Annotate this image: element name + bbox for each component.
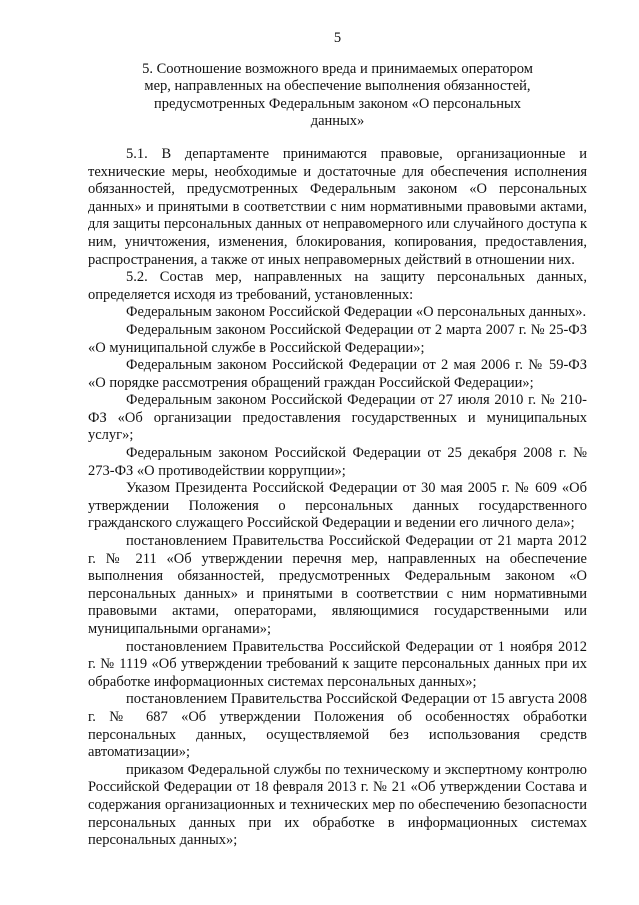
list-item: приказом Федеральной службы по техническому и экспертному контролю Российской Федерации от 18 февраля 2013 г. № 21 «Об утверждении Состава и содержания организационных и технических мер по обеспечению безопасности персональных данных при их обработке в информационных системах персональных данных»; [88, 761, 587, 849]
list-item: Федеральным законом Российской Федерации от 2 мая 2006 г. № 59-ФЗ «О порядке рассмотрения обращений граждан Российской Федерации»; [88, 357, 587, 391]
section-heading [88, 61, 587, 131]
list-item: постановлением Правительства Российской Федерации от 21 марта 2012 г. № 211 «Об утверждении перечня мер, направленных на обеспечение выполнения обязанностей, предусмотренных Федеральным законом «О персональных данных» и принятыми в соответствии с ним нормативными правовыми актами, операторами, являющимися государственными или муниципальными органами»; [88, 533, 587, 637]
list-item: Федеральным законом Российской Федерации от 2 марта 2007 г. № 25-ФЗ «О муниципальной службе в Российской Федерации»; [88, 321, 587, 356]
list-item: Федеральным законом Российской Федерации «О персональных данных». [126, 304, 587, 321]
list-item: Федеральным законом Российской Федерации от 25 декабря 2008 г. № 273-ФЗ «О противодействии коррупции»; [88, 445, 587, 479]
paragraph-5-1: 5.1. В департаменте принимаются правовые, организационные и технические меры, необходимые и достаточные для обеспечения исполнения обязанностей, предусмотренных Федеральным законом «О персональных данных» и принятыми в соответствии с ним нормативными правовыми актами, для защиты персональных данных от неправомерного или случайного доступа к ним, уничтожения, изменения, блокирования, копирования, предоставления, распространения, а также от иных неправомерных действий в отношении них. [88, 145, 587, 268]
document-body [88, 146, 587, 850]
list-item: постановлением Правительства Российской Федерации от 1 ноября 2012 г. № 1119 «Об утверждении требований к защите персональных данных при их обработке информационных системах персональных данных»; [88, 638, 587, 690]
heading-line: предусмотренных Федеральным законом «О персональных [153, 95, 522, 112]
list-item: Указом Президента Российской Федерации от 30 мая 2005 г. № 609 «Об утверждении Положения о персональных данных государственного гражданского служащего Российской Федерации и ведении его личного дела»; [88, 480, 587, 532]
heading-line: данных» [310, 113, 365, 130]
list-item: постановлением Правительства Российской Федерации от 15 августа 2008 г. № 687 «Об утверждении Положения об особенностях обработки персональных данных, осуществляемой без использования средств автоматизации»; [88, 691, 587, 761]
heading-line: 5. Соотношение возможного вреда и принимаемых оператором [142, 60, 533, 77]
page-number: 5 [333, 30, 342, 46]
paragraph-5-2: 5.2. Состав мер, направленных на защиту персональных данных, определяется исходя из требований, установленных: [88, 269, 587, 303]
list-item: Федеральным законом Российской Федерации от 27 июля 2010 г. № 210-ФЗ «Об организации предоставления государственных и муниципальных услуг»; [88, 392, 587, 444]
heading-line: мер, направленных на обеспечение выполнения обязанностей, [144, 78, 531, 95]
